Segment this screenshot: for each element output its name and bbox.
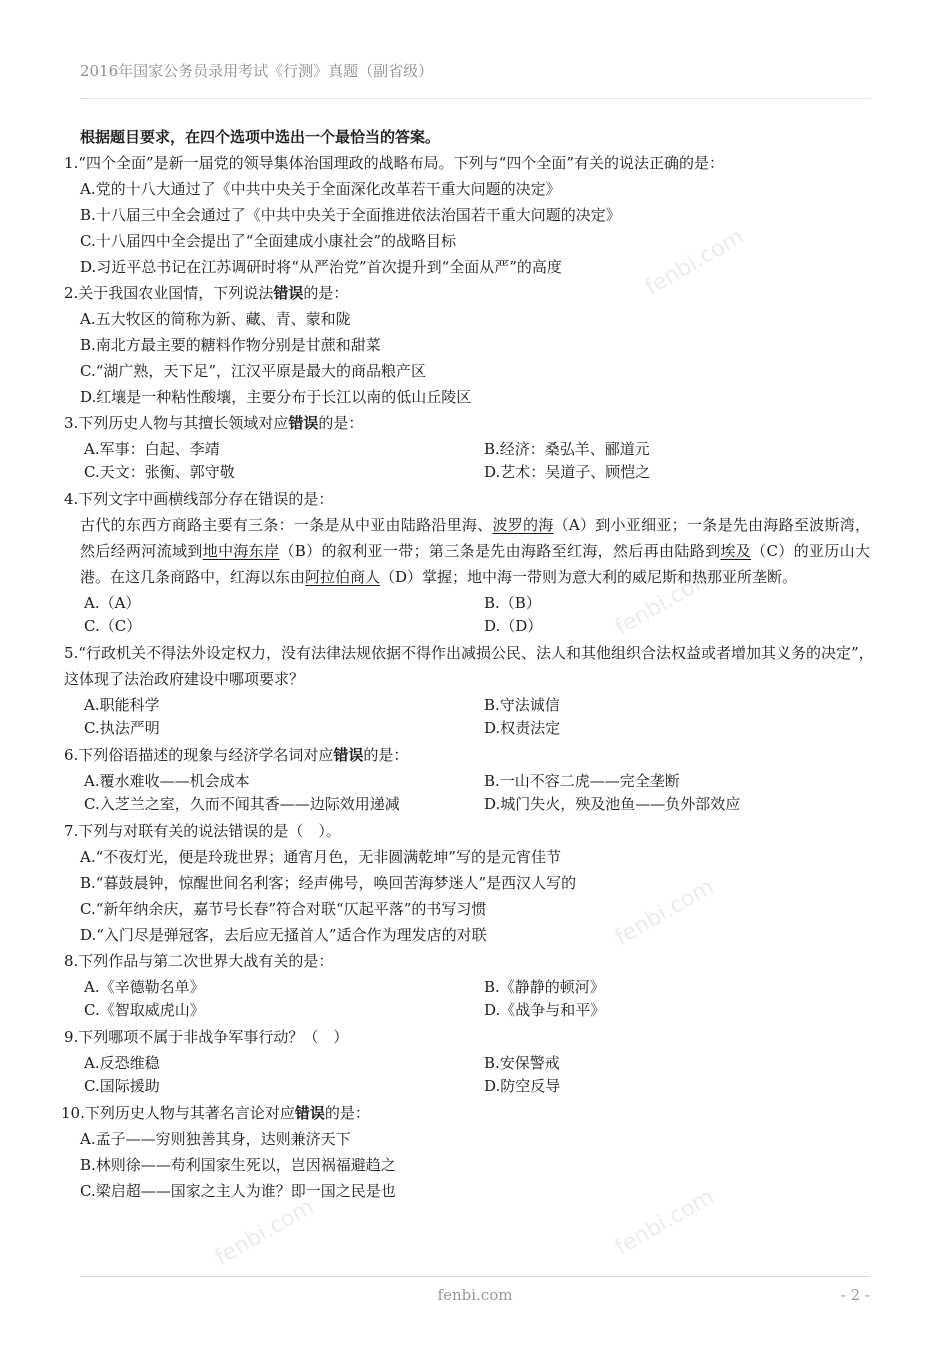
page-number: - 2 - bbox=[840, 1286, 870, 1304]
option-b: B.《静静的顿河》 bbox=[484, 978, 605, 996]
option-a: A.“不夜灯光，便是玲珑世界；通宵月色，无非圆满乾坤”写的是元宵佳节 bbox=[80, 848, 561, 866]
option-b: B.十八届三中全会通过了《中共中央关于全面推进依法治国若干重大问题的决定》 bbox=[80, 206, 621, 224]
question-stem: 9.下列哪项不属于非战争军事行动？（ ） bbox=[64, 1028, 349, 1046]
option-d: D.（D） bbox=[484, 617, 543, 635]
option-d: D.权责法定 bbox=[484, 719, 561, 737]
option-c: C.《智取威虎山》 bbox=[84, 1001, 205, 1019]
option-b: B.经济：桑弘羊、郦道元 bbox=[484, 440, 650, 458]
question-stem bbox=[64, 410, 874, 436]
stem-emphasis: 错误 bbox=[294, 1104, 325, 1122]
question-stem: 4.下列文字中画横线部分存在错误的是： bbox=[64, 490, 334, 508]
option-b: B.南北方最主要的糖料作物分别是甘蔗和甜菜 bbox=[80, 336, 381, 354]
option-c: C.执法严明 bbox=[84, 719, 160, 737]
stem-text: 3.下列历史人物与其擅长领域对应 bbox=[64, 414, 289, 432]
option-c: C.天文：张衡、郭守敬 bbox=[84, 463, 235, 481]
question-list bbox=[61, 124, 874, 1204]
question-stem: 7.下列与对联有关的说法错误的是（ ）。 bbox=[64, 822, 341, 840]
question-8 bbox=[64, 948, 874, 1022]
question-3 bbox=[64, 410, 874, 484]
passage-text: 古代的东西方商路主要有三条：一条是从中亚由陆路沿里海、 bbox=[80, 516, 493, 534]
option-a: A.孟子——穷则独善其身，达则兼济天下 bbox=[80, 1130, 351, 1148]
option-b: B.安保警戒 bbox=[484, 1054, 560, 1072]
question-stem bbox=[61, 1100, 874, 1126]
option-d: D.“入门尽是弹冠客，去后应无搔首人”适合作为理发店的对联 bbox=[80, 926, 487, 944]
stem-text: 的是： bbox=[318, 414, 364, 432]
option-c: C.（C） bbox=[84, 617, 142, 635]
footer-site: fenbi.com bbox=[437, 1286, 513, 1304]
option-c: C.十八届四中全会提出了“全面建成小康社会”的战略目标 bbox=[80, 232, 457, 250]
option-a: A.《辛德勒名单》 bbox=[84, 978, 205, 996]
stem-text: 的是： bbox=[324, 1104, 370, 1122]
option-a: A.反恐维稳 bbox=[84, 1054, 160, 1072]
footer-divider bbox=[80, 1276, 870, 1277]
question-7 bbox=[64, 818, 874, 951]
question-4 bbox=[64, 486, 874, 641]
option-c: C.入芝兰之室，久而不闻其香——边际效用递减 bbox=[84, 795, 400, 813]
stem-text: 2.关于我国农业国情，下列说法 bbox=[64, 284, 274, 302]
option-b: B.守法诚信 bbox=[484, 696, 560, 714]
option-c: C.“湖广熟，天下足”，江汉平原是最大的商品粮产区 bbox=[80, 362, 427, 380]
option-grid bbox=[84, 770, 874, 816]
question-10 bbox=[61, 1100, 874, 1204]
stem-emphasis: 错误 bbox=[288, 414, 319, 432]
option-c: C.国际援助 bbox=[84, 1077, 160, 1095]
passage-text: （C）的亚历山大港。在这几条商路中，红海以东由 bbox=[80, 542, 870, 586]
option-a: A.五大牧区的简称为新、藏、青、蒙和陇 bbox=[80, 310, 351, 328]
option-b: B.林则徐——苟利国家生死以，岂因祸福避趋之 bbox=[80, 1156, 396, 1174]
passage-text: （A）到小亚细亚；一条是先由海路至波斯湾，然后经两河流域到 bbox=[80, 516, 870, 560]
underlined-term: 波罗的海 bbox=[492, 516, 554, 534]
stem-text: 10.下列历史人物与其著名言论对应 bbox=[61, 1104, 295, 1122]
question-stem: 1.“四个全面”是新一届党的领导集体治国理政的战略布局。下列与“四个全面”有关的说法正确的是： bbox=[64, 154, 724, 172]
passage-text: （B）的叙利亚一带；第三条是先由海路至红海，然后再由陆路到 bbox=[279, 542, 721, 560]
question-stem: 8.下列作品与第二次世界大战有关的是： bbox=[64, 952, 334, 970]
question-9 bbox=[64, 1024, 874, 1098]
option-d: D.红壤是一种粘性酸壤，主要分布于长江以南的低山丘陵区 bbox=[80, 388, 472, 406]
stem-emphasis: 错误 bbox=[333, 746, 364, 764]
option-d: D.《战争与和平》 bbox=[484, 1001, 606, 1019]
option-c: C.梁启超——国家之主人为谁？即一国之民是也 bbox=[80, 1182, 396, 1200]
question-2 bbox=[64, 280, 874, 410]
option-grid bbox=[84, 694, 874, 740]
underlined-term: 地中海东岸 bbox=[202, 542, 280, 560]
watermark: fenbi.com bbox=[611, 1184, 719, 1261]
option-d: D.防空反导 bbox=[484, 1077, 561, 1095]
option-a: A.军事：白起、李靖 bbox=[84, 440, 220, 458]
question-stem: 5.“行政机关不得法外设定权力，没有法律法规依据不得作出减损公民、法人和其他组织合法权益或者增加其义务的决定”，这体现了法治政府建设中哪项要求？ bbox=[64, 644, 874, 688]
passage-text: （D）掌握；地中海一带则为意大利的威尼斯和热那亚所垄断。 bbox=[380, 568, 798, 586]
instruction: 根据题目要求，在四个选项中选出一个最恰当的答案。 bbox=[80, 128, 441, 146]
header-divider bbox=[80, 98, 870, 99]
passage bbox=[80, 512, 870, 590]
option-grid bbox=[84, 592, 874, 638]
option-a: A.覆水难收——机会成本 bbox=[84, 772, 250, 790]
option-d: D.城门失火，殃及池鱼——负外部效应 bbox=[484, 795, 741, 813]
option-a: A.党的十八大通过了《中共中央关于全面深化改革若干重大问题的决定》 bbox=[80, 180, 561, 198]
option-a: A.职能科学 bbox=[84, 696, 160, 714]
option-c: C.“新年纳余庆，嘉节号长春”符合对联“仄起平落”的书写习惯 bbox=[80, 900, 487, 918]
underlined-term: 阿拉伯商人 bbox=[305, 568, 381, 586]
option-grid bbox=[84, 438, 874, 484]
watermark: fenbi.com bbox=[211, 1194, 319, 1271]
option-b: B.“暮鼓晨钟，惊醒世间名利客；经声佛号，唤回苦海梦迷人”是西汉人写的 bbox=[80, 874, 577, 892]
question-stem bbox=[64, 280, 874, 306]
question-1 bbox=[64, 150, 874, 280]
stem-emphasis: 错误 bbox=[273, 284, 304, 302]
watermark: fenbi.com bbox=[611, 874, 719, 951]
underlined-term: 埃及 bbox=[720, 542, 752, 560]
watermark: fenbi.com bbox=[611, 564, 719, 641]
option-d: D.艺术：吴道子、顾恺之 bbox=[484, 463, 651, 481]
stem-text: 的是： bbox=[303, 284, 349, 302]
watermark: fenbi.com bbox=[641, 224, 749, 301]
option-grid bbox=[84, 976, 874, 1022]
option-b: B.（B） bbox=[484, 594, 541, 612]
option-b: B.一山不容二虎——完全垄断 bbox=[484, 772, 680, 790]
question-stem bbox=[64, 742, 874, 768]
question-5 bbox=[64, 640, 874, 740]
question-6 bbox=[64, 742, 874, 816]
option-d: D.习近平总书记在江苏调研时将“从严治党”首次提升到“全面从严”的高度 bbox=[80, 258, 562, 276]
option-a: A.（A） bbox=[84, 594, 141, 612]
stem-text: 的是： bbox=[363, 746, 409, 764]
option-grid bbox=[84, 1052, 874, 1098]
header-title: 2016年国家公务员录用考试《行测》真题（副省级） bbox=[80, 62, 434, 80]
stem-text: 6.下列俗语描述的现象与经济学名词对应 bbox=[64, 746, 334, 764]
